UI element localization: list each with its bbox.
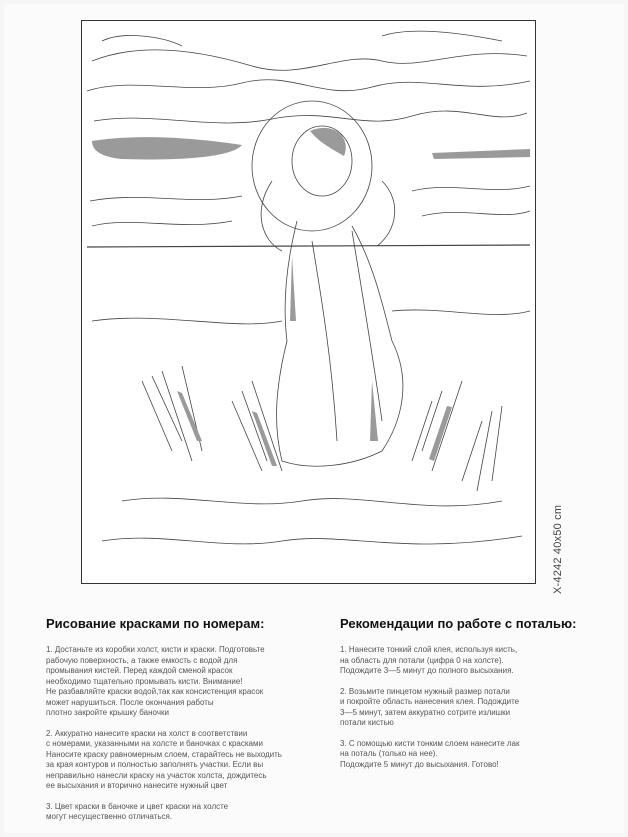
painting-instructions-title: Рисование красками по номерам:	[46, 616, 265, 631]
product-size-label: X-4242 40x50 cm	[552, 504, 564, 594]
line-art-illustration	[82, 21, 535, 583]
gold-leaf-title: Рекомендации по работе с поталью:	[340, 616, 577, 631]
recommendation-step: 1. Нанесите тонкий слой клея, используя кисть, на область для потали (цифра 0 на холсте). Подождите 3—5 минут до полного высыхания.	[340, 645, 518, 675]
instruction-step: 1. Достаньте из коробки холст, кисти и краски. Подготовьте рабочую поверхность, а также емкость с водой для промывания кистей. Перед каждой сменой красок необходимо тщательно промывать кисти. Внимание! Не разбавляйте краски водой,так как консистенция красок может нарушиться. После окончания работы плотно закройте крышку баночки	[46, 645, 265, 717]
product-sheet	[4, 4, 624, 833]
instruction-step: 3. Цвет краски в баночке и цвет краски на холсте могут несущественно отличаться.	[46, 801, 229, 821]
recommendation-step: 3. С помощью кисти тонким слоем нанесите лак на поталь (только на нее). Подождите 5 минут до высыхания. Готово!	[340, 738, 520, 769]
instruction-step: 2. Аккуратно нанесите краски на холст в соответствии с номерами, указанными на холсте и баночках с красками Наносите краску равномерным слоем, старайтесь не выходить за края контуров и полностью заполнять участки. Если вы неправильно нанесли краску на участок холста, дождитесь ее высыхания и вторично нанесите нужный цвет	[46, 728, 282, 790]
gold-leaf-recommendations	[340, 616, 600, 780]
painting-instructions	[46, 616, 306, 833]
coloring-canvas	[81, 20, 536, 584]
recommendation-step: 2. Возьмите пинцетом нужный размер потали и покройте область нанесения клея. Подождите 3—5 минут, затем аккуратно сотрите излишки потали кистью	[340, 686, 520, 727]
